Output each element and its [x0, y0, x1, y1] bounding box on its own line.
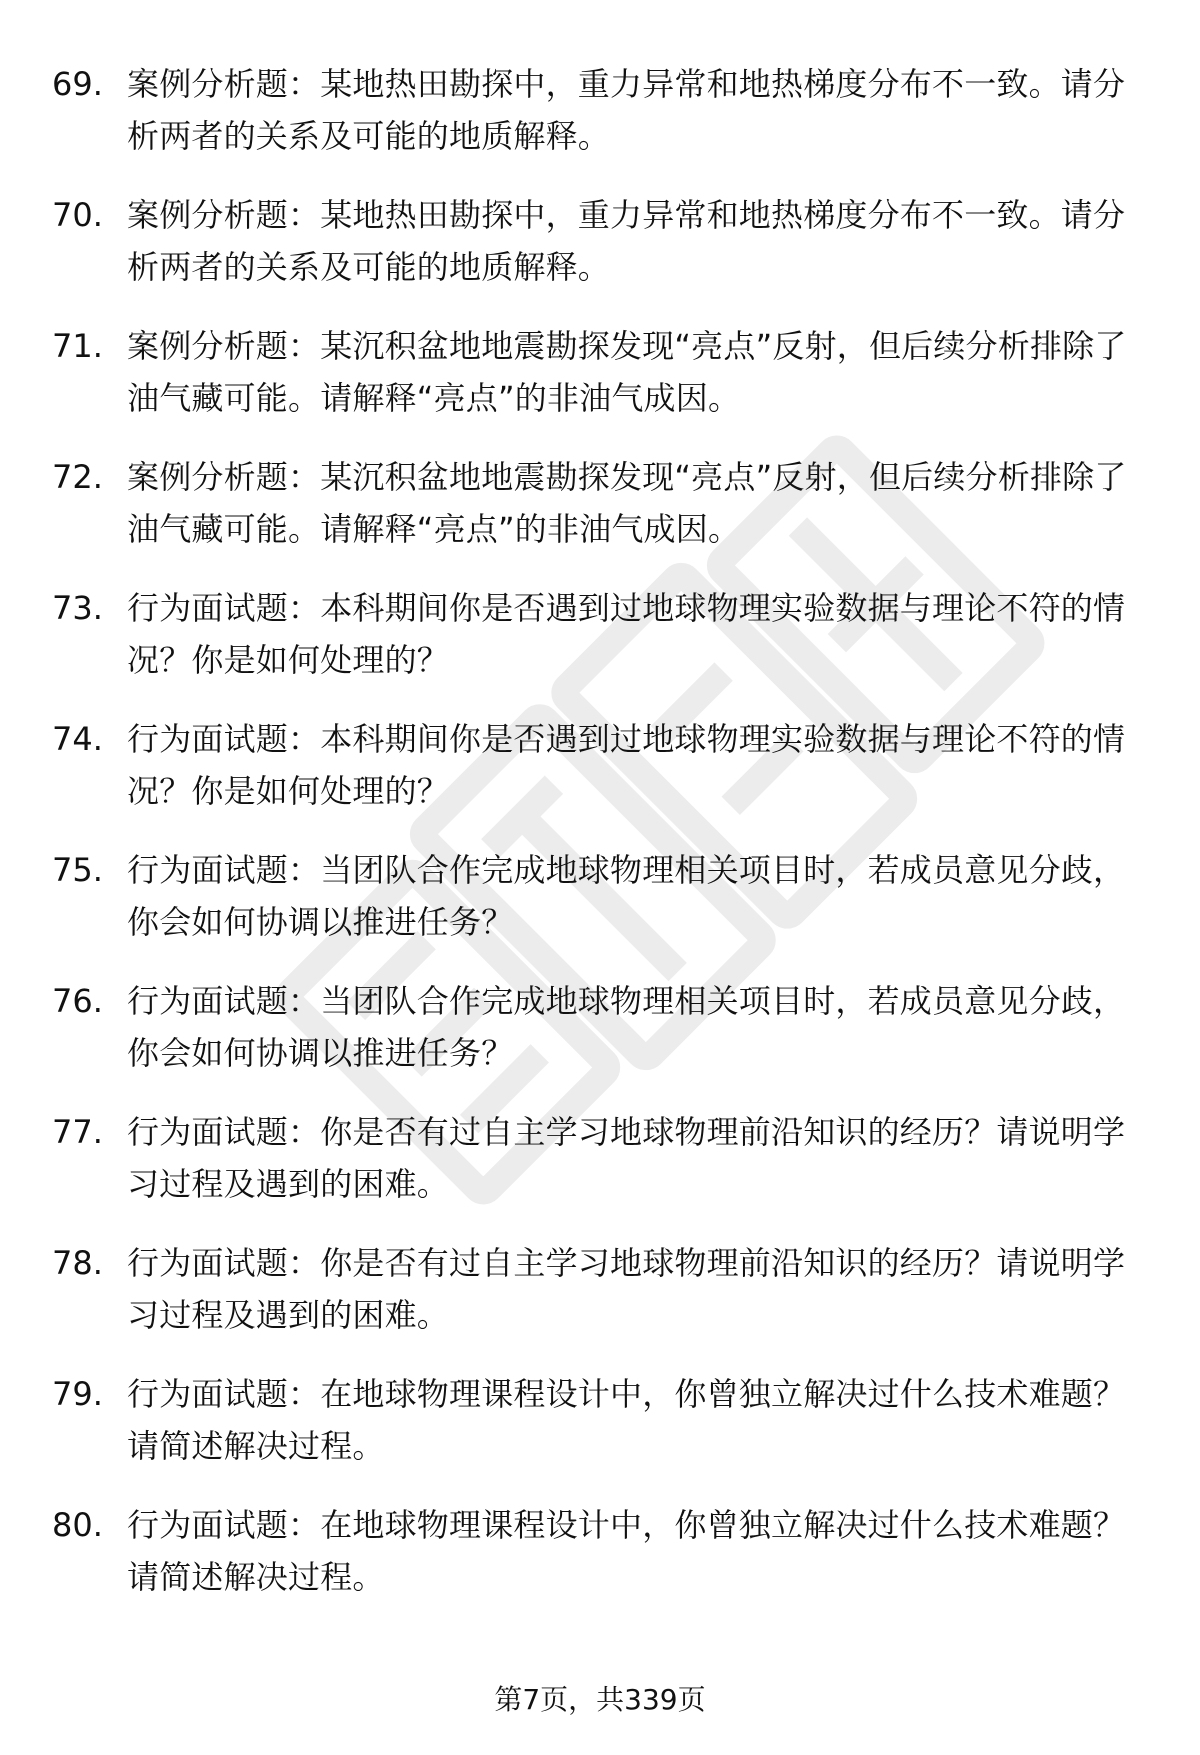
question-item — [0, 58, 1200, 189]
question-number: 79. — [52, 1375, 103, 1413]
question-number: 71. — [52, 327, 103, 365]
question-item — [0, 1368, 1200, 1499]
question-number: 77. — [52, 1113, 103, 1151]
question-text: 案例分析题：某沉积盆地地震勘探发现“亮点”反射，但后续分析排除了油气藏可能。请解释“亮点”的非油气成因。 — [127, 458, 1127, 548]
question-item — [0, 844, 1200, 975]
question-number: 74. — [52, 720, 103, 758]
question-item — [0, 189, 1200, 320]
question-number: 73. — [52, 589, 103, 627]
question-text: 案例分析题：某地热田勘探中，重力异常和地热梯度分布不一致。请分析两者的关系及可能的地质解释。 — [127, 196, 1126, 286]
question-text: 行为面试题：在地球物理课程设计中，你曾独立解决过什么技术难题？请简述解决过程。 — [127, 1375, 1126, 1465]
question-text: 行为面试题：你是否有过自主学习地球物理前沿知识的经历？请说明学习过程及遇到的困难。 — [127, 1113, 1126, 1203]
question-text: 行为面试题：当团队合作完成地球物理相关项目时，若成员意见分歧，你会如何协调以推进任务？ — [127, 982, 1126, 1072]
question-item — [0, 320, 1200, 451]
question-number: 80. — [52, 1506, 103, 1544]
question-item — [0, 451, 1200, 582]
question-text: 行为面试题：本科期间你是否遇到过地球物理实验数据与理论不符的情况？你是如何处理的？ — [127, 589, 1126, 679]
question-item — [0, 1237, 1200, 1368]
question-number: 72. — [52, 458, 103, 496]
question-text: 案例分析题：某沉积盆地地震勘探发现“亮点”反射，但后续分析排除了油气藏可能。请解释“亮点”的非油气成因。 — [127, 327, 1127, 417]
question-text: 行为面试题：本科期间你是否遇到过地球物理实验数据与理论不符的情况？你是如何处理的？ — [127, 720, 1126, 810]
question-item — [0, 713, 1200, 844]
question-text: 案例分析题：某地热田勘探中，重力异常和地热梯度分布不一致。请分析两者的关系及可能的地质解释。 — [127, 65, 1126, 155]
question-item — [0, 1106, 1200, 1237]
question-number: 75. — [52, 851, 103, 889]
question-item — [0, 1499, 1200, 1630]
question-number: 69. — [52, 65, 103, 103]
question-number: 70. — [52, 196, 103, 234]
question-item — [0, 975, 1200, 1106]
question-text: 行为面试题：你是否有过自主学习地球物理前沿知识的经历？请说明学习过程及遇到的困难。 — [127, 1244, 1126, 1334]
question-item — [0, 582, 1200, 713]
question-text: 行为面试题：当团队合作完成地球物理相关项目时，若成员意见分歧，你会如何协调以推进任务？ — [127, 851, 1126, 941]
question-number: 78. — [52, 1244, 103, 1282]
question-text: 行为面试题：在地球物理课程设计中，你曾独立解决过什么技术难题？请简述解决过程。 — [127, 1506, 1126, 1596]
question-list — [0, 58, 1200, 1630]
question-number: 76. — [52, 982, 103, 1020]
page-indicator: 第7页，共339页 — [494, 1683, 706, 1716]
